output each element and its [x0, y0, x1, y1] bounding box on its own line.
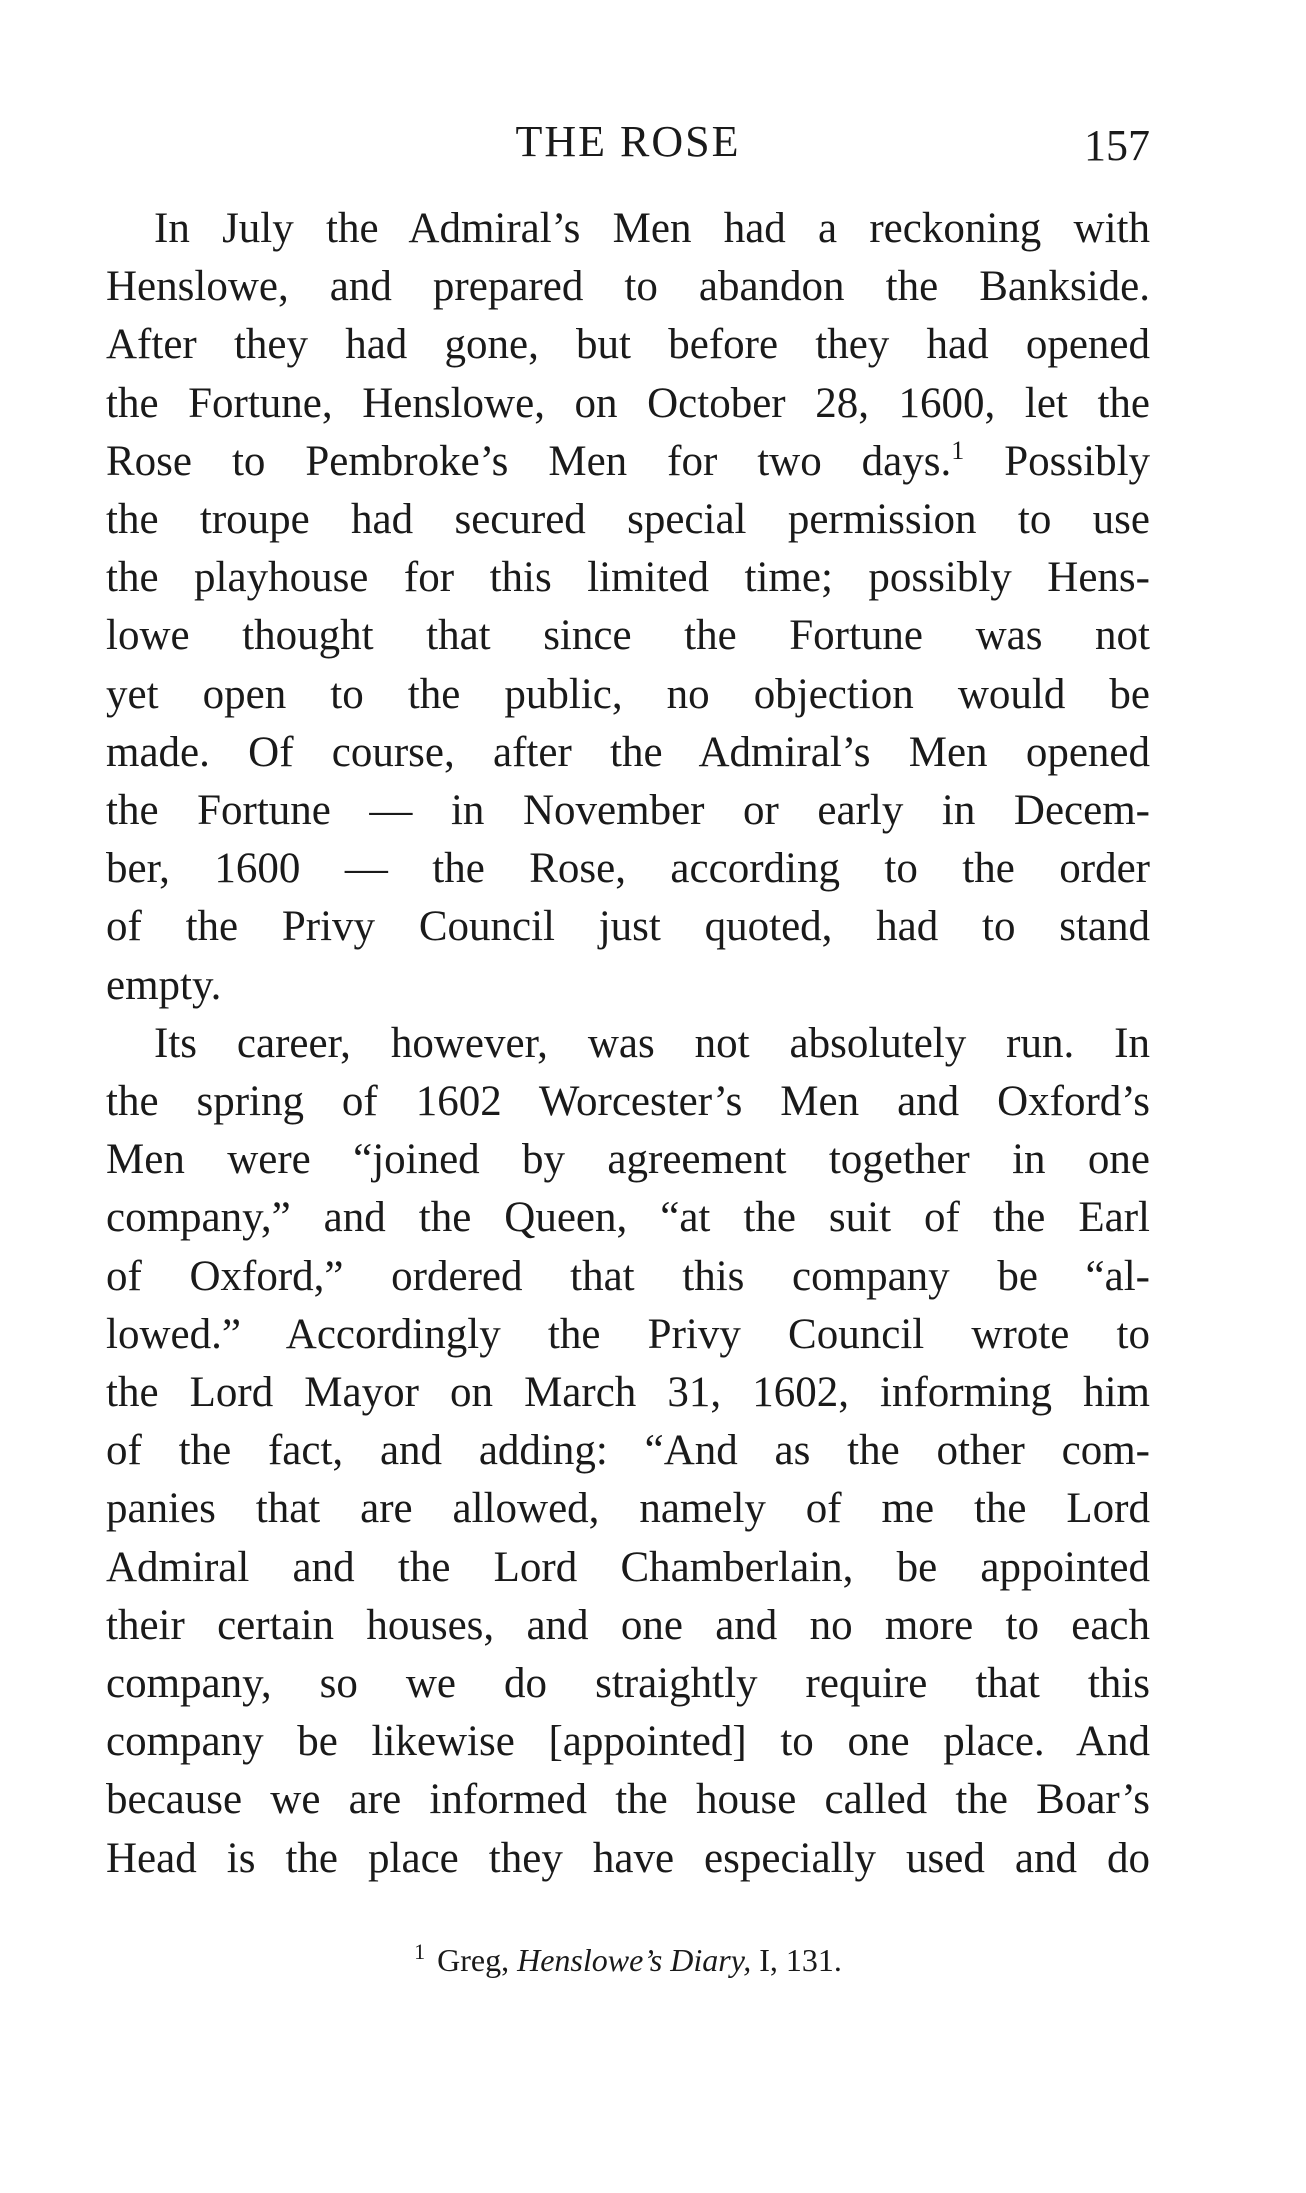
- text-line: Admiral and the Lord Chamberlain, be appointed: [106, 1543, 1150, 1591]
- running-title: THE ROSE: [515, 117, 741, 166]
- body-text: [106, 200, 1150, 1888]
- footnote-author: Greg,: [437, 1942, 510, 1978]
- text-segment: Rose to Pembroke’s Men for two days.: [106, 437, 952, 485]
- text-line: ber, 1600 — the Rose, according to the order: [106, 845, 1150, 893]
- footnote-title: Henslowe’s Diary,: [517, 1942, 752, 1978]
- text-line: their certain houses, and one and no more to each: [106, 1601, 1150, 1649]
- text-line: company, so we do straightly require that this: [106, 1660, 1150, 1708]
- footnote-location: I, 131.: [759, 1942, 842, 1978]
- text-line: yet open to the public, no objection would be: [106, 670, 1150, 718]
- text-line: lowe thought that since the Fortune was not: [106, 612, 1150, 660]
- paragraph-2: [106, 1015, 1150, 1888]
- page-number: 157: [1084, 121, 1150, 170]
- text-line: because we are informed the house called the Boar’s: [106, 1776, 1150, 1824]
- text-line: of the Privy Council just quoted, had to stand: [106, 903, 1150, 951]
- text-line: Henslowe, and prepared to abandon the Bankside.: [106, 263, 1150, 311]
- text-line: the Fortune, Henslowe, on October 28, 1600, let the: [106, 379, 1150, 427]
- text-line: the spring of 1602 Worcester’s Men and Oxford’s: [106, 1078, 1150, 1126]
- footnote-reference: 1: [951, 435, 965, 465]
- text-line: Men were “joined by agreement together in one: [106, 1136, 1150, 1184]
- text-line: In July the Admiral’s Men had a reckoning with: [154, 205, 1150, 252]
- footnote-marker: 1: [414, 1939, 426, 1964]
- text-line: the troupe had secured special permission to use: [106, 496, 1150, 544]
- text-line: the Fortune — in November or early in Decem-: [106, 787, 1150, 835]
- text-line: empty.: [106, 961, 222, 1009]
- text-segment: Possibly: [1004, 437, 1151, 485]
- running-head: [106, 112, 1150, 172]
- text-line: of Oxford,” ordered that this company be “al-: [106, 1252, 1150, 1300]
- text-line: lowed.” Accordingly the Privy Council wrote to: [106, 1310, 1150, 1358]
- footnote: [106, 1937, 1150, 1983]
- text-line: the playhouse for this limited time; possibly Hens-: [106, 554, 1150, 602]
- text-line: After they had gone, but before they had opened: [106, 321, 1150, 369]
- text-line: company be likewise [appointed] to one place. And: [106, 1718, 1150, 1766]
- text-line: of the fact, and adding: “And as the other com-: [106, 1427, 1150, 1475]
- text-line: the Lord Mayor on March 31, 1602, informing him: [106, 1369, 1150, 1417]
- text-line: made. Of course, after the Admiral’s Men opened: [106, 728, 1150, 776]
- text-line-with-footnote: [106, 433, 1150, 491]
- text-line: company,” and the Queen, “at the suit of the Earl: [106, 1194, 1150, 1242]
- text-line: panies that are allowed, namely of me the Lord: [106, 1485, 1150, 1533]
- text-line: Head is the place they have especially used and do: [106, 1834, 1150, 1882]
- text-line: Its career, however, was not absolutely run. In: [154, 1019, 1150, 1067]
- paragraph-1: [106, 200, 1150, 1015]
